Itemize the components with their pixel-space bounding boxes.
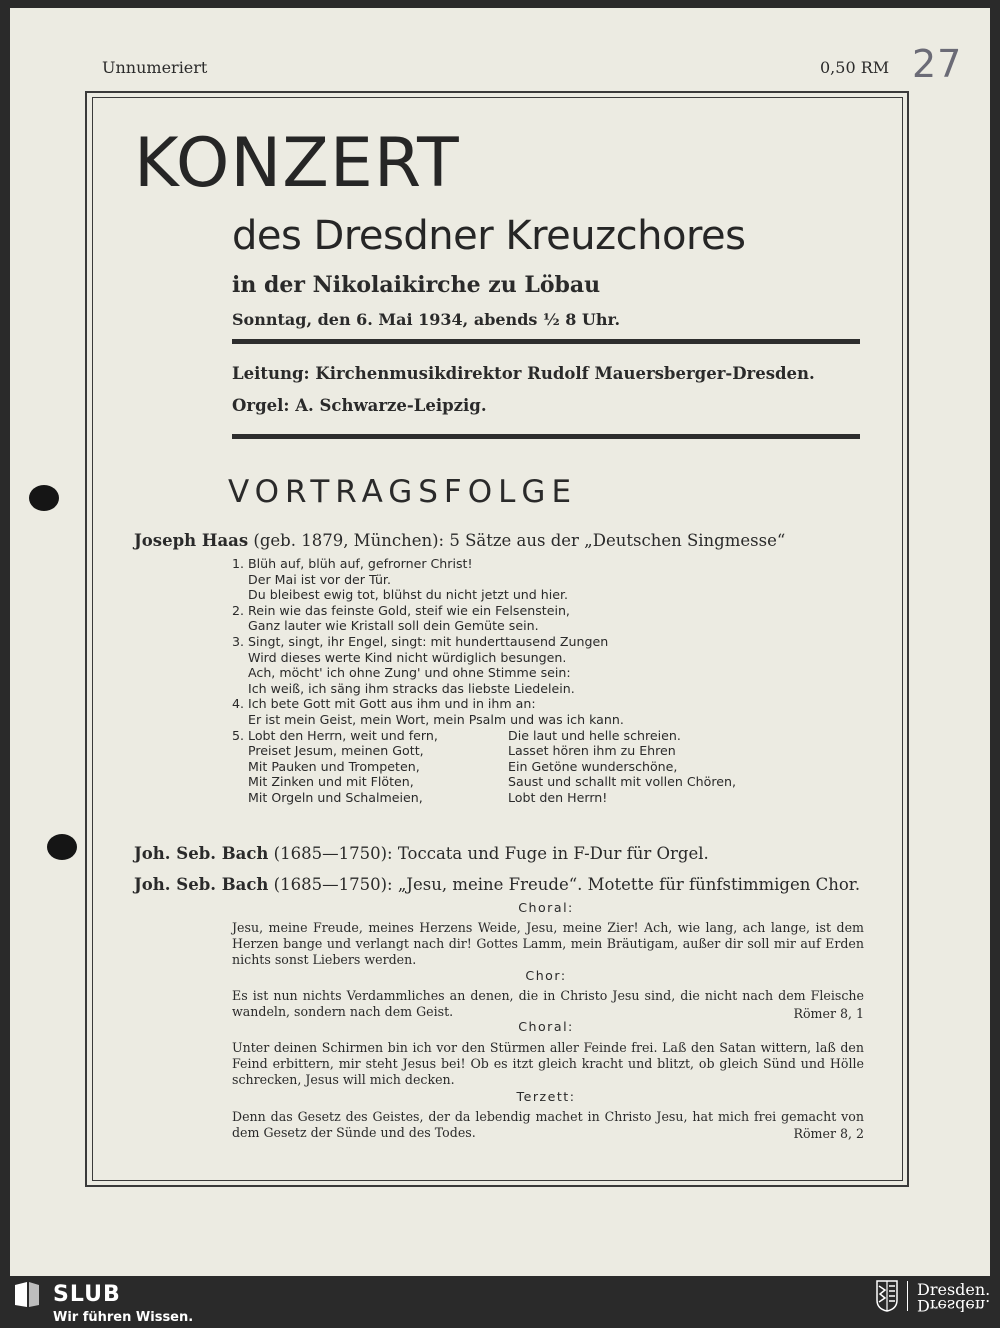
- section-text: Es ist nun nichts Verdammliches an denen, die in Christo Jesu sind, die nicht nach dem Fleische wandeln, sondern nach dem Geist.: [232, 988, 864, 1019]
- bible-reference: Römer 8, 2: [793, 1126, 864, 1141]
- punch-hole-bottom: [47, 834, 77, 860]
- lyric-line: Die laut und helle schreien.: [508, 727, 681, 743]
- lyric-line: Ganz lauter wie Kristall soll dein Gemüte sein.: [232, 618, 539, 634]
- piece-description: (1685—1750): Toccata und Fuge in F-Dur für Orgel.: [268, 844, 709, 863]
- divider-rule: [232, 434, 860, 439]
- dresden-logo-reflection: Dresden.: [917, 1296, 991, 1315]
- lyric-line: Er ist mein Geist, mein Wort, mein Psalm und was ich kann.: [232, 711, 624, 727]
- lyric-line: 5. Lobt den Herrn, weit und fern,: [232, 727, 438, 743]
- punch-hole-top: [29, 485, 59, 511]
- lyric-line: 1. Blüh auf, blüh auf, gefrorner Christ!: [232, 556, 473, 571]
- lyric-line: Ein Getöne wunderschöne,: [508, 758, 678, 774]
- conductor-line: Leitung: Kirchenmusikdirektor Rudolf Mauersberger-Dresden.: [232, 364, 815, 383]
- piece-description: (1685—1750): „Jesu, meine Freude“. Motette für fünfstimmigen Chor.: [268, 875, 861, 894]
- lyric-line: 2. Rein wie das feinste Gold, steif wie ein Felsenstein,: [232, 602, 570, 618]
- lyrics-right-column: [508, 728, 736, 806]
- dresden-coat-of-arms-icon: [876, 1280, 898, 1312]
- lyric-line: Du bleibest ewig tot, blühst du nicht jetzt und hier.: [232, 587, 569, 603]
- lyric-line: Mit Pauken und Trompeten,: [232, 758, 420, 774]
- lyric-line: Saust und schallt mit vollen Chören,: [508, 774, 736, 790]
- choir-subtitle: des Dresdner Kreuzchores: [232, 213, 746, 259]
- handwritten-number: 27: [912, 42, 963, 86]
- organist-line: Orgel: A. Schwarze-Leipzig.: [232, 396, 487, 415]
- lyric-line: Lobt den Herrn!: [508, 789, 608, 805]
- lyric-line: Mit Orgeln und Schalmeien,: [232, 789, 423, 805]
- program-item: [134, 844, 709, 863]
- dresden-logo-text[interactable]: Dresden.: [917, 1280, 991, 1299]
- slub-logo-text[interactable]: SLUB: [53, 1282, 121, 1307]
- section-text: Unter deinen Schirmen bin ich vor den Stürmen aller Feinde frei. Laß den Satan wittern, laß den Feind erbittern, mir steht Jesus bei! Ob es itzt gleich kracht und blitzt, ob gleich Sünd und Hölle schrecken, Jesus will mich decken.: [232, 1040, 864, 1087]
- section-heading: Terzett:: [516, 1089, 576, 1104]
- section-text: Jesu, meine Freude, meines Herzens Weide, Jesu, meine Zier! Ach, wie lang, ach lange, ist dem Herzen bange und verlangt nach dir! Gottes Lamm, mein Bräutigam, außer dir soll mir auf Erden nichts sonst Liebers werden.: [232, 920, 864, 967]
- divider-rule: [232, 339, 860, 344]
- lyric-line: Mit Zinken und mit Flöten,: [232, 774, 414, 790]
- lyric-line: Lasset hören ihm zu Ehren: [508, 743, 676, 759]
- section-text: Denn das Gesetz des Geistes, der da lebendig machet in Christo Jesu, hat mich frei gemacht von dem Gesetz der Sünde und des Todes.: [232, 1109, 864, 1140]
- piece-description: (geb. 1879, München): 5 Sätze aus der „Deutschen Singmesse“: [248, 531, 786, 550]
- composer-name: Joh. Seb. Bach: [134, 844, 269, 863]
- program-heading: VORTRAGSFOLGE: [228, 474, 578, 510]
- lyric-line: Der Mai ist vor der Tür.: [232, 571, 391, 587]
- lyric-line: 3. Singt, singt, ihr Engel, singt: mit hunderttausend Zungen: [232, 633, 609, 649]
- lyric-line: Ich weiß, ich säng ihm stracks das liebste Liedelein.: [232, 680, 575, 696]
- concert-title: KONZERT: [134, 124, 460, 203]
- book-icon: [12, 1281, 42, 1309]
- section-heading: Choral:: [518, 1019, 574, 1034]
- lyric-line: Ach, möcht' ich ohne Zung' und ohne Stimme sein:: [232, 665, 571, 681]
- unnumbered-label: Unnumeriert: [102, 58, 208, 77]
- program-item: [134, 875, 860, 894]
- composer-name: Joseph Haas: [134, 531, 249, 550]
- venue-line: in der Nikolaikirche zu Löbau: [232, 272, 601, 298]
- section-heading: Chor:: [525, 968, 567, 983]
- bible-reference: Römer 8, 1: [793, 1006, 864, 1021]
- slub-tagline: Wir führen Wissen.: [53, 1310, 194, 1325]
- composer-name: Joh. Seb. Bach: [134, 875, 269, 894]
- lyric-line: Wird dieses werte Kind nicht würdiglich besungen.: [232, 649, 567, 665]
- footer-separator: [907, 1281, 908, 1311]
- lyric-line: Preiset Jesum, meinen Gott,: [232, 743, 424, 759]
- section-heading: Choral:: [518, 900, 574, 915]
- program-item: [134, 531, 785, 550]
- date-line: Sonntag, den 6. Mai 1934, abends ½ 8 Uhr.: [232, 310, 621, 329]
- lyric-line: 4. Ich bete Gott mit Gott aus ihm und in ihm an:: [232, 696, 536, 712]
- price-label: 0,50 RM: [820, 58, 890, 77]
